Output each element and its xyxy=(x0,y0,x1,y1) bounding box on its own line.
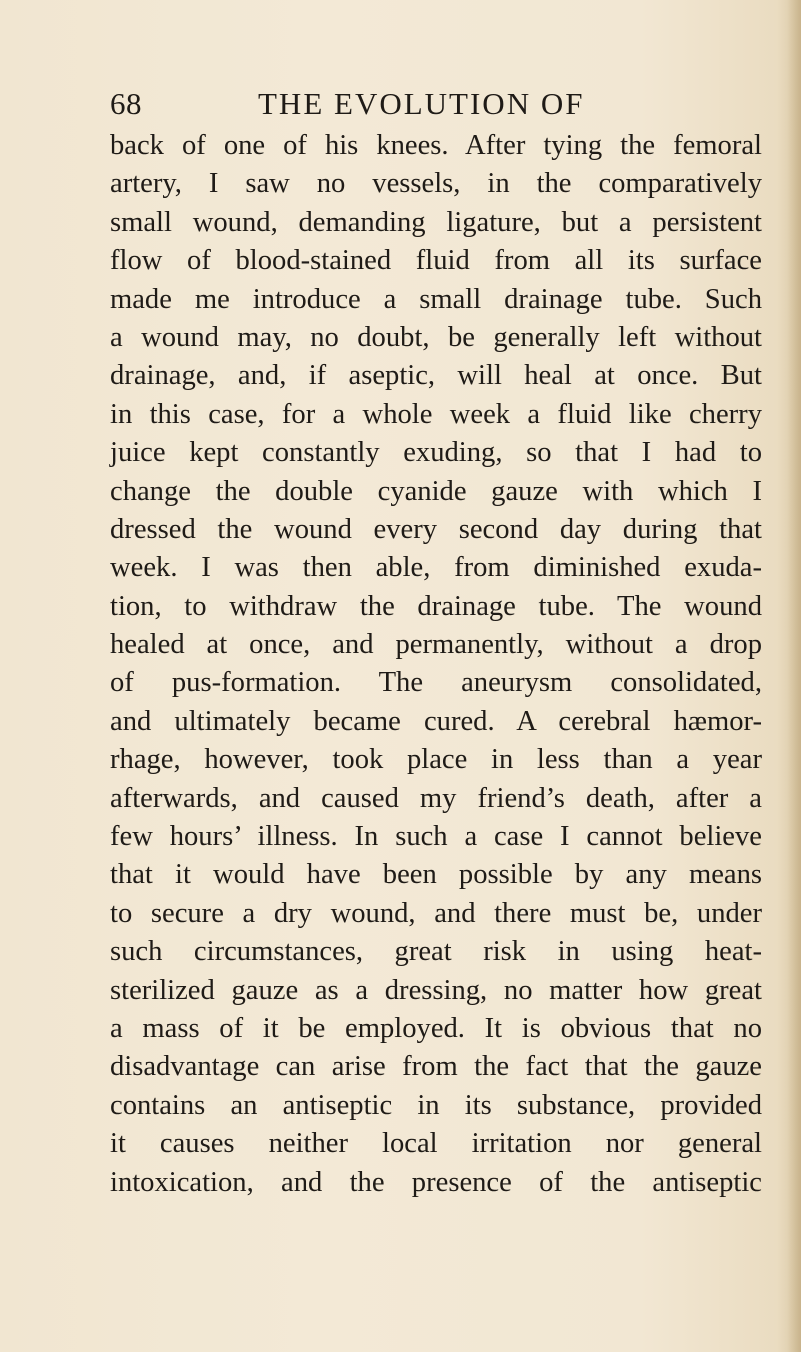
page-header xyxy=(110,86,760,130)
text-line: healed at once, and permanently, without a drop xyxy=(110,629,762,661)
text-line: afterwards, and caused my friend’s death, after a xyxy=(110,782,762,814)
text-line: of pus-formation. The aneurysm consolidated, xyxy=(110,667,762,699)
text-line: that it would have been possible by any means xyxy=(110,859,762,891)
text-line: intoxication, and the presence of the antiseptic xyxy=(110,1166,762,1198)
text-line: such circumstances, great risk in using heat- xyxy=(110,936,762,968)
text-line: a wound may, no doubt, be generally left without xyxy=(110,321,762,353)
text-line: few hours’ illness. In such a case I cannot believe xyxy=(110,821,762,853)
text-line: a mass of it be employed. It is obvious that no xyxy=(110,1012,762,1044)
text-line: artery, I saw no vessels, in the comparatively xyxy=(110,168,762,200)
text-line: change the double cyanide gauze with which I xyxy=(110,475,762,507)
text-line: week. I was then able, from diminished exuda- xyxy=(110,552,762,584)
text-line: tion, to withdraw the drainage tube. The wound xyxy=(110,590,762,622)
body-text xyxy=(110,127,762,1202)
text-line: rhage, however, took place in less than a year xyxy=(110,744,762,776)
text-line: juice kept constantly exuding, so that I had to xyxy=(110,437,762,469)
text-line: drainage, and, if aseptic, will heal at once. But xyxy=(110,360,762,392)
text-line: dressed the wound every second day during that xyxy=(110,513,762,545)
text-line: in this case, for a whole week a fluid like cherry xyxy=(110,398,762,430)
text-line: small wound, demanding ligature, but a persistent xyxy=(110,206,762,238)
page-number: 68 xyxy=(110,86,142,121)
text-line: it causes neither local irritation nor general xyxy=(110,1128,762,1160)
running-title: THE EVOLUTION OF xyxy=(258,86,585,121)
text-line: and ultimately became cured. A cerebral hæmor- xyxy=(110,705,762,737)
text-line: back of one of his knees. After tying the femoral xyxy=(110,130,762,161)
text-line: contains an antiseptic in its substance, provided xyxy=(110,1089,762,1121)
text-line: flow of blood-stained fluid from all its surface xyxy=(110,245,762,277)
text-line: sterilized gauze as a dressing, no matter how great xyxy=(110,974,762,1006)
page-edge-shadow xyxy=(787,0,801,1352)
text-line: disadvantage can arise from the fact that the gauze xyxy=(110,1051,762,1083)
text-line: made me introduce a small drainage tube. Such xyxy=(110,283,762,315)
text-line: to secure a dry wound, and there must be, under xyxy=(110,897,762,929)
